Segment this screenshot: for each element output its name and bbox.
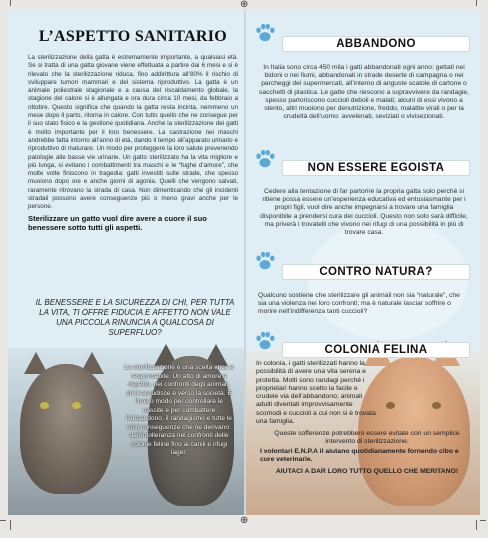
left-column: [28, 28, 238, 232]
text-volontari: I volontari E.N.P.A il aiutano quotidianamente fornendo cibo e cure veterinarie.: [260, 448, 459, 464]
left-quote: IL BENESSERE E LA SICUREZZA DI CHI, PER TUTTA LA VITA, TI OFFRE FIDUCIA E AFFETTO NON VALE UNA PICCOLA RINUNCIA A QUALCOSA DI SUPERFLUO?: [35, 298, 235, 337]
heading-contro-natura: CONTRO NATURA?: [282, 264, 470, 280]
crop-mark: [10, 520, 11, 530]
crop-mark: [480, 520, 486, 521]
registration-mark-icon: ⊕: [240, 515, 249, 526]
paw-icon: [254, 148, 276, 170]
text-colonia-felina: In colonia, i gatti sterilizzati hanno la possibilità di avere una vita serena e protetta. Molti sono randagi perché i proprietari hanno scelto la facile e crudele via dell’abbandono; animali adulti diventati improvvisamente scomodi e cuccioli a cui non si è trovata una famiglia.: [256, 360, 376, 426]
crop-mark: [10, 0, 11, 6]
cat-eye: [386, 402, 395, 409]
left-overlay-text: La sterilizzazione è una scelta etica e responsabile. Un atto di amore e rispetto, nei confronti degli animali, chi li accudisce e verso la società. È l’unico modo per controllare le nascite e per combattere l’abbandono, il randagismo e tutte le tristi conseguenze che ne derivano: dall’intolleranza nei confronti delle colonie feline fino ai canili e rifugi lager.: [124, 364, 234, 456]
registration-mark-icon: ⊕: [240, 0, 249, 10]
tabby-cat: [20, 364, 112, 494]
cat-eye: [432, 402, 441, 409]
section-colonia-felina: [254, 328, 472, 358]
text-non-essere-egoista: Cedere alla tentazione di far partorire la propria gatta solo perché si ritiene possa essere un’esperienza educativa ed entusiasmante per i propri figli, vuol dire anche impegnarsi a trovare una famiglia disponibile a prendersi cura dei cuccioli. Questo non solo sarà difficile, ma priverà i trovatelli che vivono nei rifugi di una possibilità in più di trovare casa.: [260, 188, 468, 237]
cat-eye: [40, 402, 49, 409]
left-bold-statement: Sterilizzare un gatto vuol dire avere a cuore il suo benessere sotto tutti gli aspetti.: [28, 213, 207, 232]
crop-mark: [476, 520, 477, 530]
section-non-essere-egoista: [254, 146, 472, 250]
text-contro-natura: Qualcuno sostiene che sterilizzare gli animali non sia “naturale”, che sia una violenza nei loro confronti; ma è naturale lasciar soffrire o morire nell’indifferenza tanti cuccioli?: [258, 292, 460, 316]
text-sofferenze: Queste sofferenze potrebbero essere evitate con un semplice intervento di sterilizzazione.: [274, 430, 460, 446]
brochure-sheet: [8, 10, 480, 515]
left-body: La sterilizzazione della gatta è estremamente importante, a qualsiasi età. Se si tratta di una gatta giovane viene effettuata a partire dai 6 mesi e si è rilevato che la sterilizzazione riduca, fino addirittura all’80% il rischio di sviluppare tumori mammari e del sistema riproduttivo. La gatta è un animale poliestrale stagionale e a causa del riscaldamento globale, la stagione del calore si è allungata e ora dura circa 10 mesi, da febbraio a ottobre. Questo significa che quando la gatta resta incinta, nemmeno un mese dopo il parto, ritorna in calore. Con tutto quello che ne consegue per il suo stato fisico e la gestione quotidiana. Anche la sterilizzazione dei gatti è molto importante per il loro benessere. La castrazione nei maschi andrebbe fatta intorno all’anno di età, dando il tempo all’apparato urinario e riproduttivo di maturare. Un modo per proteggere la loro salute prevenendo patologie alle basse vie urinarie. Un gatto sterilizzato ha la vita migliore e più lunga, si evitano i combattimenti tra maschi e le “fughe d’amore”, che molte volte finiscono in tragedia: gatti investiti sulle strade, che spesso muoiono dopo ore e anche giorni di agonia. Quelli che vengono salvati, raramente ritrovano la strada di casa. Non dimenticando che gli incidenti stradali possono avere conseguenze più o meno gravi anche per le persone.: [28, 54, 238, 211]
cat-eye: [72, 402, 81, 409]
text-abbandono: In Italia sono circa 450 mila i gatti abbandonati ogni anno: gettati nei bidoni o nei fiumi, abbandonati in strade deserte di campagna o nei parcheggi dei supermercati, all’interno di anguste scatole di cartone o sacchetti di plastica. Le gatte che riescono a sopravvivere da randagie, spesso partoriscono cuccioli deboli e malati; alcuni di essi vivono a stento, altri muoiono per denutrizione, freddo, malattie virali o per la crudeltà dell’uomo: avvelenati, seviziati o vivisezionati.: [258, 64, 470, 121]
heading-non-essere-egoista: NON ESSERE EGOISTA: [282, 160, 470, 176]
paw-icon: [254, 22, 276, 44]
left-title: L’ASPETTO SANITARIO: [38, 28, 228, 45]
section-abbandono: [254, 18, 472, 138]
paw-icon: [254, 250, 276, 272]
heading-abbandono: ABBANDONO: [282, 36, 470, 52]
paw-icon: [254, 330, 276, 352]
section-contro-natura: [254, 246, 472, 326]
heading-colonia-felina: COLONIA FELINA: [282, 342, 470, 358]
crop-mark: [476, 0, 477, 6]
crop-mark: [0, 520, 6, 521]
closing-call: AIUTACI A DAR LORO TUTTO QUELLO CHE MERITANO!: [275, 468, 459, 475]
